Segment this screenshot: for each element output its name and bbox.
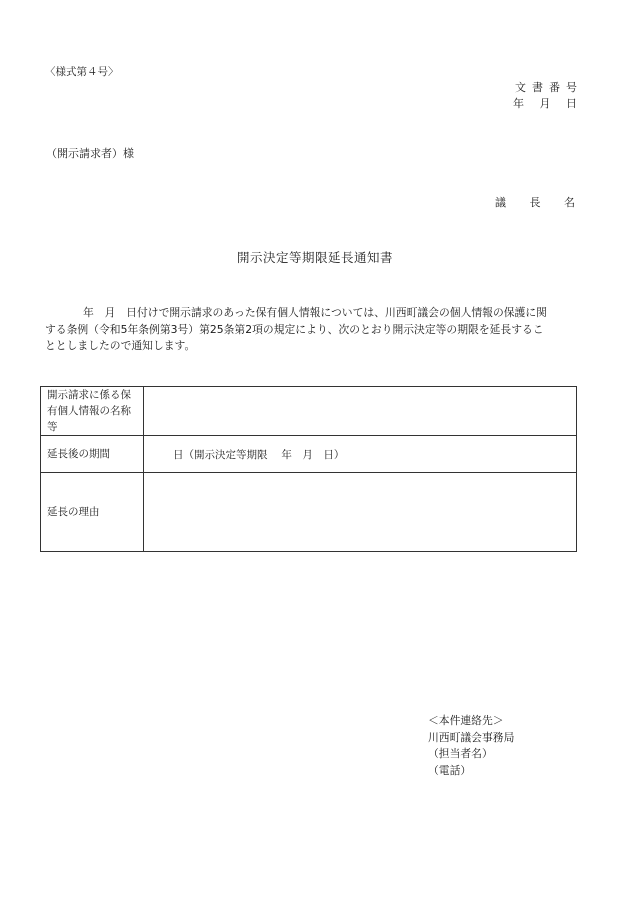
contact-person: （担当者名） — [428, 747, 493, 760]
contact-phone: （電話） — [428, 763, 472, 777]
table-row — [41, 473, 577, 552]
form-number: 〈様式第４号〉 — [45, 66, 119, 78]
document-title: 開示決定等期限延長通知書 — [236, 250, 393, 265]
chairman-name: 議 長 名 — [495, 196, 585, 209]
body-line-2: する条例（令和5年条例第3号）第25条第2項の規定により、次のとおり開示決定等の期限を延長するこ — [45, 322, 544, 336]
table-row — [41, 436, 577, 473]
contact-heading: ＜本件連絡先＞ — [428, 714, 504, 727]
document-meta — [513, 80, 583, 112]
extension-reason-label: 延長の理由 — [41, 473, 144, 552]
recipient-line: （開示請求者）様 — [46, 147, 134, 160]
document-number-label: 文書番号 — [515, 81, 583, 94]
contact-office: 川西町議会事務局 — [428, 730, 515, 744]
extension-period-cell — [144, 436, 577, 473]
extension-period-value: 日（開示決定等期限 年 月 日） — [173, 448, 345, 461]
info-name-label: 開示請求に係る保有個人情報の名称等 — [41, 387, 144, 436]
body-line-3: ととしましたので通知します。 — [45, 339, 196, 352]
table-row — [41, 387, 577, 436]
date-label: 年 月 日 — [513, 97, 583, 110]
body-line-1: 年 月 日付けで開示請求のあった保有個人情報については、川西町議会の個人情報の保護に関 — [83, 306, 547, 319]
extension-reason-value — [144, 473, 577, 552]
info-table — [40, 386, 577, 552]
notice-body — [45, 305, 585, 355]
contact-block — [428, 713, 514, 779]
extension-period-label: 延長後の期間 — [41, 436, 144, 473]
info-name-value — [144, 387, 577, 436]
